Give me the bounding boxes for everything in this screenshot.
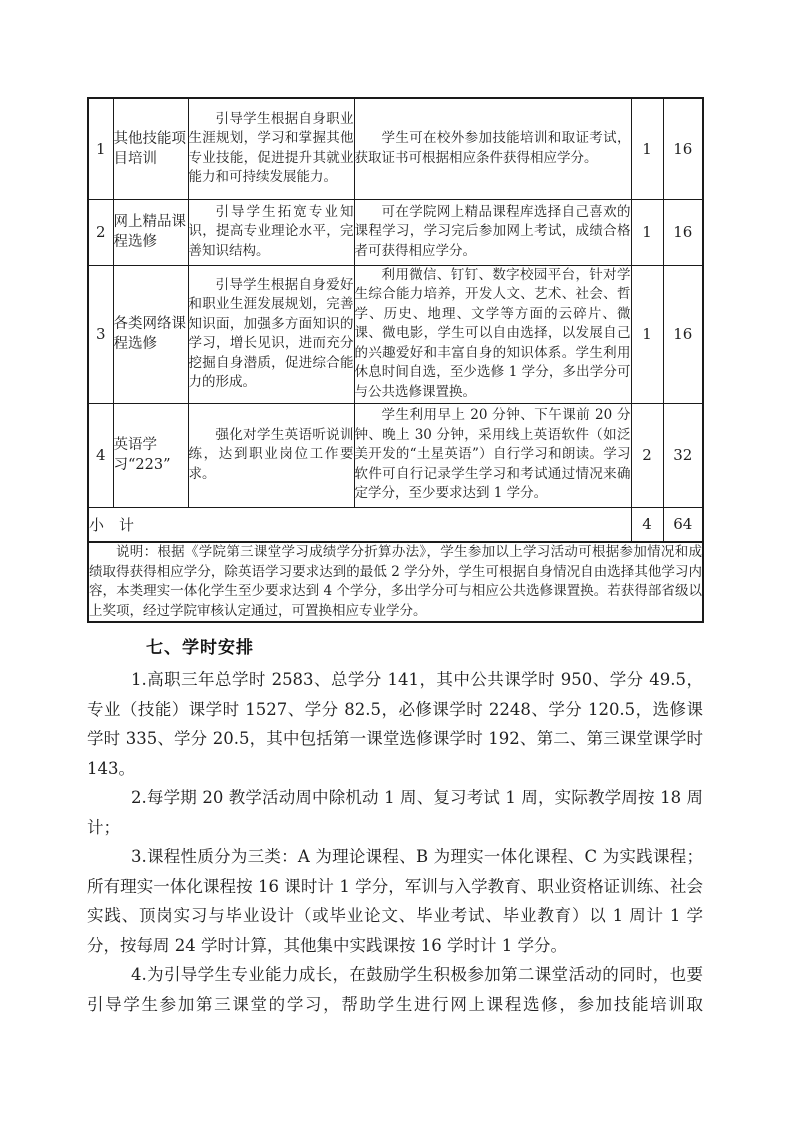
training-goal-cell: 强化对学生英语听说训练，达到职业岗位工作要求。 xyxy=(188,403,354,507)
credits-cell: 1 xyxy=(631,98,663,199)
table-row xyxy=(88,265,703,403)
credits-cell: 2 xyxy=(631,403,663,507)
hours-cell: 16 xyxy=(663,265,703,403)
project-name-cell: 网上精品课程选修 xyxy=(113,199,188,265)
row-number-cell: 3 xyxy=(88,265,113,403)
implementation-cell: 利用微信、钉钉、数字校园平台，针对学生综合能力培养，开发人文、艺术、社会、哲学、历史、地理、文学等方面的云碎片、微课、微电影，学生可以自由选择，以发展自己的兴趣爱好和丰富自身的知识体系。学生利用休息时间自选，至少选修 1 学分，多出学分可与公共选修课置换。 xyxy=(354,265,631,403)
training-goal-cell: 引导学生根据自身职业生涯规划，学习和掌握其他专业技能，促进提升其就业能力和可持续发展能力。 xyxy=(188,98,354,199)
hours-cell: 16 xyxy=(663,199,703,265)
training-goal-cell: 引导学生根据自身爱好和职业生涯发展规划，完善知识面，加强多方面知识的学习，增长见识，进而充分挖掘自身潜质，促进综合能力的形成。 xyxy=(188,265,354,403)
row-number-cell: 1 xyxy=(88,98,113,199)
implementation-cell: 学生利用早上 20 分钟、下午课前 20 分钟、晚上 30 分钟，采用线上英语软件（如泛美开发的“土星英语”）自行学习和朗读。学习软件可自行记录学生学习和考试通过情况来确定学分，至少要求达到 1 学分。 xyxy=(354,403,631,507)
table-row xyxy=(88,403,703,507)
hours-cell: 16 xyxy=(663,98,703,199)
credits-cell: 1 xyxy=(631,265,663,403)
paragraph-course-types: 3.课程性质分为三类：A 为理论课程、B 为理实一体化课程、C 为实践课程；所有理实一体化课程按 16 课时计 1 学分，军训与入学教育、职业资格证训练、社会实践、顶岗实习与毕业设计（或毕业论文、毕业考试、毕业教育）以 1 周计 1 学分，按每周 24 学时计算，其他集中实践课按 16 学时计 1 学分。 xyxy=(87,847,703,955)
subtotal-row xyxy=(88,507,703,542)
table-row xyxy=(88,199,703,265)
table-row xyxy=(88,98,703,199)
project-name-cell: 各类网络课程选修 xyxy=(113,265,188,403)
row-number-cell: 4 xyxy=(88,403,113,507)
project-name-cell: 其他技能项目培训 xyxy=(113,98,188,199)
training-goal-cell: 引导学生拓宽专业知识，提高专业理论水平，完善知识结构。 xyxy=(188,199,354,265)
implementation-cell: 学生可在校外参加技能培训和取证考试，获取证书可根据相应条件获得相应学分。 xyxy=(354,98,631,199)
paragraph-third-classroom: 4.为引导学生专业能力成长，在鼓励学生积极参加第二课堂活动的同时，也要引导学生参加第三课堂的学习，帮助学生进行网上课程选修，参加技能培训取 xyxy=(87,965,703,1014)
project-name-cell: 英语学习“223” xyxy=(113,403,188,507)
hours-cell: 32 xyxy=(663,403,703,507)
table-note: 说明：根据《学院第三课堂学习成绩学分折算办法》，学生参加以上学习活动可根据参加情况和成绩取得获得相应学分，除英语学习要求达到的最低 2 学分外，学生可根据自身情况自由选择其他学习内容，本类理实一体化学生至少要求达到 4 个学分，多出学分可与相应公共选修课置换。若获得部省级以上奖项，经过学院审核认定通过，可置换相应专业学分。 xyxy=(88,542,703,622)
paragraph-teaching-weeks: 2.每学期 20 教学活动周中除机动 1 周、复习考试 1 周，实际教学周按 18 周计； xyxy=(87,788,703,837)
credits-cell: 1 xyxy=(631,199,663,265)
section-heading: 七、学时安排 xyxy=(146,638,254,658)
paragraph-hours-summary: 1.高职三年总学时 2583、总学分 141，其中公共课学时 950、学分 49.5，专业（技能）课学时 1527、学分 82.5，必修课学时 2248、学分 120.5，选修课学时 335、学分 20.5，其中包括第一课堂选修课学时 192、第二、第三课堂课学时 143。 xyxy=(87,670,703,778)
third-classroom-credits-table xyxy=(87,97,704,623)
row-number-cell: 2 xyxy=(88,199,113,265)
implementation-cell: 可在学院网上精品课程库选择自己喜欢的课程学习，学习完后参加网上考试，成绩合格者可获得相应学分。 xyxy=(354,199,631,265)
subtotal-hours-cell: 64 xyxy=(663,507,703,542)
page-content xyxy=(87,97,703,1019)
note-row xyxy=(88,542,703,622)
subtotal-credits-cell: 4 xyxy=(631,507,663,542)
subtotal-label: 小 计 xyxy=(88,507,631,542)
